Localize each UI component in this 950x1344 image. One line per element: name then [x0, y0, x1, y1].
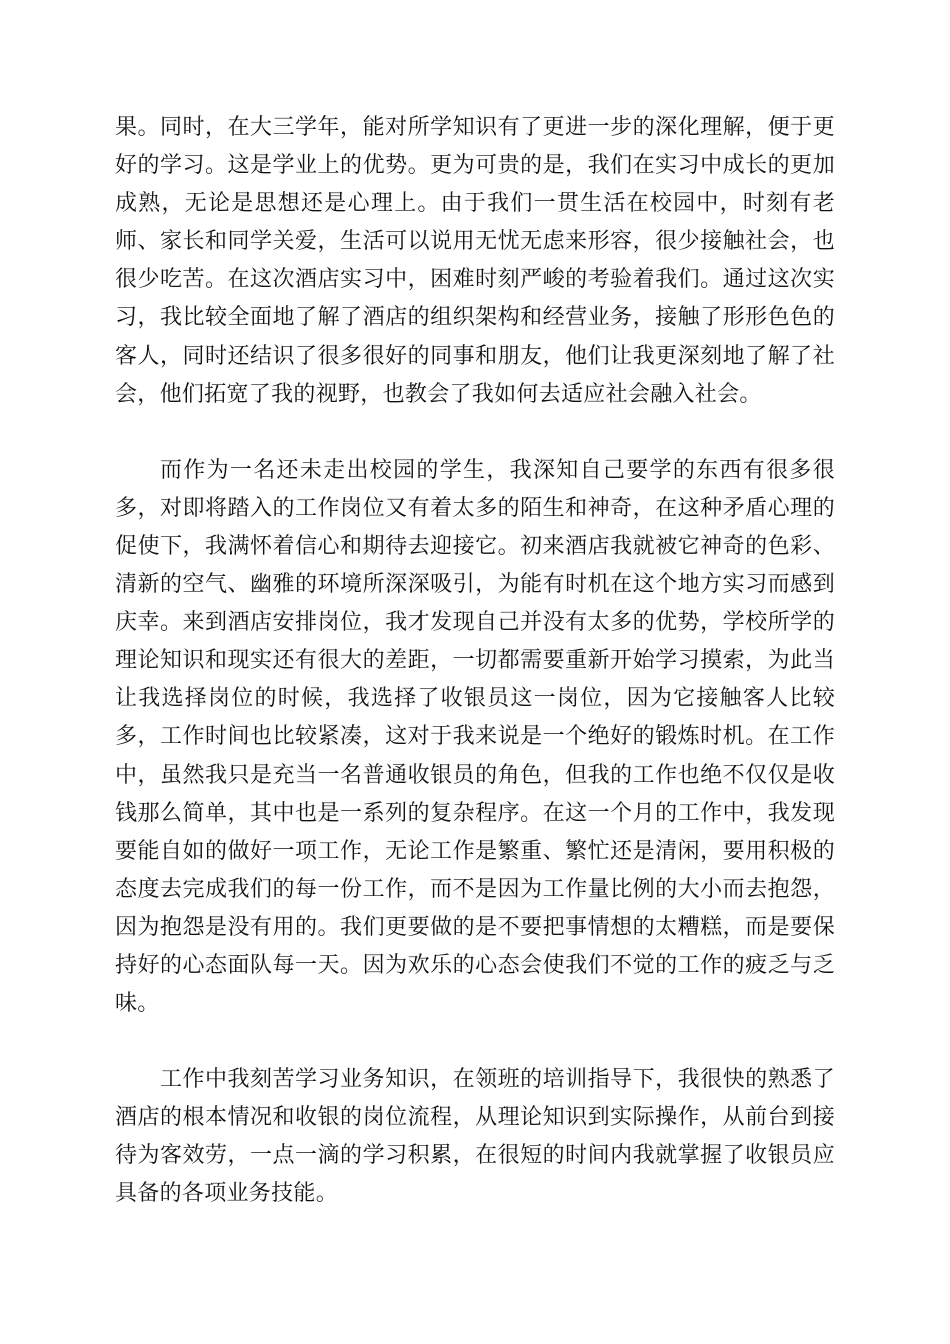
paragraph-2: 而作为一名还未走出校园的学生，我深知自己要学的东西有很多很多，对即将踏入的工作岗位又有着太多的陌生和神奇，在这种矛盾心理的促使下，我满怀着信心和期待去迎接它。初来酒店我就被它神奇的色彩、清新的空气、幽雅的环境所深深吸引，为能有时机在这个地方实习而感到庆幸。来到酒店安排岗位，我才发现自己并没有太多的优势，学校所学的理论知识和现实还有很大的差距，一切都需要重新开始学习摸索，为此当让我选择岗位的时候，我选择了收银员这一岗位，因为它接触客人比较多，工作时间也比较紧凑，这对于我来说是一个绝好的锻炼时机。在工作中，虽然我只是充当一名普通收银员的角色，但我的工作也绝不仅仅是收钱那么简单，其中也是一系列的复杂程序。在这一个月的工作中，我发现要能自如的做好一项工作，无论工作是繁重、繁忙还是清闲，要用积极的态度去完成我们的每一份工作，而不是因为工作量比例的大小而去抱怨，因为抱怨是没有用的。我们更要做的是不要把事情想的太糟糕，而是要保持好的心态面队每一天。因为欢乐的心态会使我们不觉的工作的疲乏与乏味。: [115, 457, 835, 1017]
document-body: [115, 109, 835, 1214]
paragraph-3: 工作中我刻苦学习业务知识，在领班的培训指导下，我很快的熟悉了酒店的根本情况和收银的岗位流程，从理论知识到实际操作，从前台到接待为客效劳，一点一滴的学习积累，在很短的时间内我就掌握了收银员应具备的各项业务技能。: [115, 1067, 835, 1207]
paragraph-1: 果。同时，在大三学年，能对所学知识有了更进一步的深化理解，便于更好的学习。这是学业上的优势。更为可贵的是，我们在实习中成长的更加成熟，无论是思想还是心理上。由于我们一贯生活在校园中，时刻有老师、家长和同学关爱，生活可以说用无忧无虑来形容，很少接触社会，也很少吃苦。在这次酒店实习中，困难时刻严峻的考验着我们。通过这次实习，我比较全面地了解了酒店的组织架构和经营业务，接触了形形色色的客人，同时还结识了很多很好的同事和朋友，他们让我更深刻地了解了社会，他们拓宽了我的视野，也教会了我如何去适应社会融入社会。: [115, 115, 835, 407]
